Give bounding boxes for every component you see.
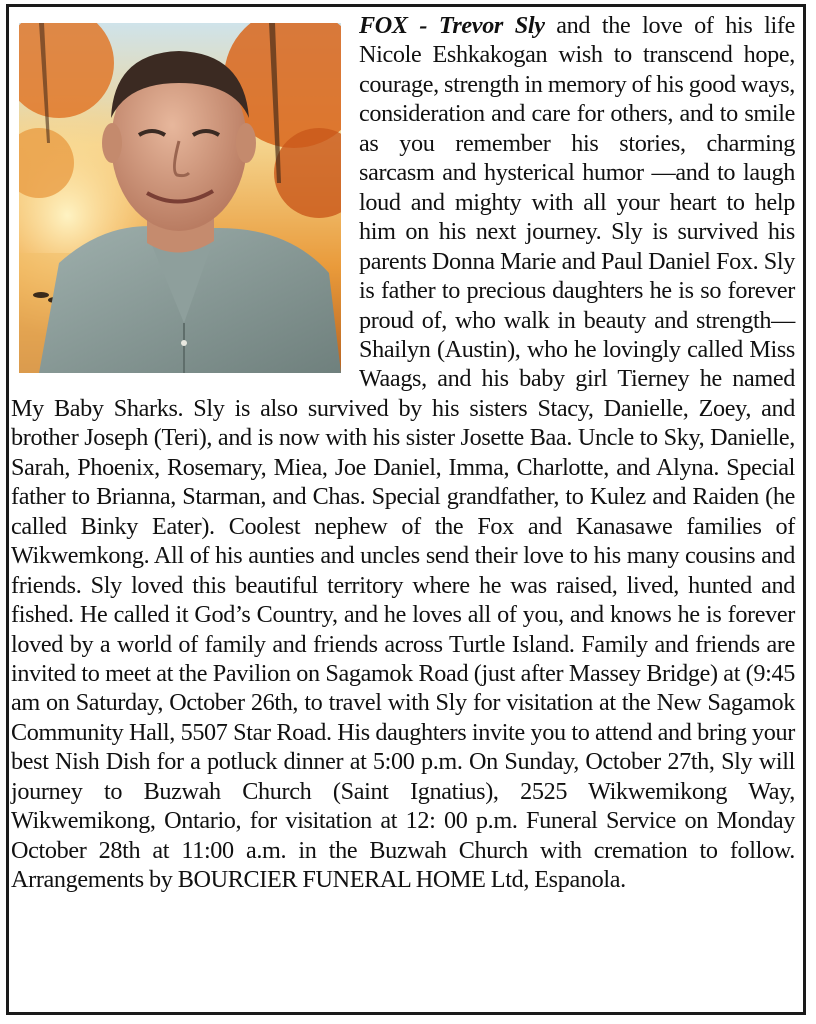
- portrait-photo: [19, 23, 341, 373]
- obituary-body: and the love of his life Nicole Eshkakogan wish to transcend hope, courage, strength in memory of his good ways, consideration and care for others, and to smile as you remember his stories, charming sarcasm and hysterical humor —and to laugh loud and mighty with all your heart to help him on his next journey. Sly is survived his parents Donna Marie and Paul Daniel Fox. Sly is father to precious daughters he is so forever proud of, who walk in beauty and strength—Shailyn (Austin), who he lovingly called Miss Waags, and his baby girl Tierney he named My Baby Sharks. Sly is also survived by his sisters Stacy, Danielle, Zoey, and brother Joseph (Teri), and is now with his sister Josette Baa. Uncle to Sky, Danielle, Sarah, Phoenix, Rosemary, Miea, Joe Daniel, Imma, Charlotte, and Alyna. Special father to Brianna, Starman, and Chas. Special grandfather, to Kulez and Raiden (he called Binky Eater). Coolest nephew of the Fox and Kanasawe families of Wikwemkong. All of his aunties and uncles send their love to his many cousins and friends. Sly loved this beautiful territory where he was raised, lived, hunted and fished. He called it God’s Country, and he loves all of you, and knows he is forever loved by a world of family and friends across Turtle Island. Family and friends are invited to meet at the Pavilion on Sagamok Road (just after Massey Bridge) at (9:45 am on Saturday, October 26th, to travel with Sly for visitation at the New Sagamok Community Hall, 5507 Star Road. His daughters invite you to attend and bring your best Nish Dish for a potluck dinner at 5:00 p.m. On Sunday, October 27th, Sly will journey to Buzwah Church (Saint Ignatius), 2525 Wikwemikong Way, Wikwemikong, Ontario, for visitation at 12: 00 p.m. Funeral Service on Monday October 28th at 11:00 a.m. in the Buzwah Church with cremation to follow. Arrangements by BOURCIER FUNERAL HOME Ltd, Espanola.: [11, 12, 795, 894]
- obituary-heading: FOX - Trevor Sly: [359, 12, 545, 39]
- portrait-illustration: [19, 23, 341, 373]
- obituary-notice: [11, 11, 795, 895]
